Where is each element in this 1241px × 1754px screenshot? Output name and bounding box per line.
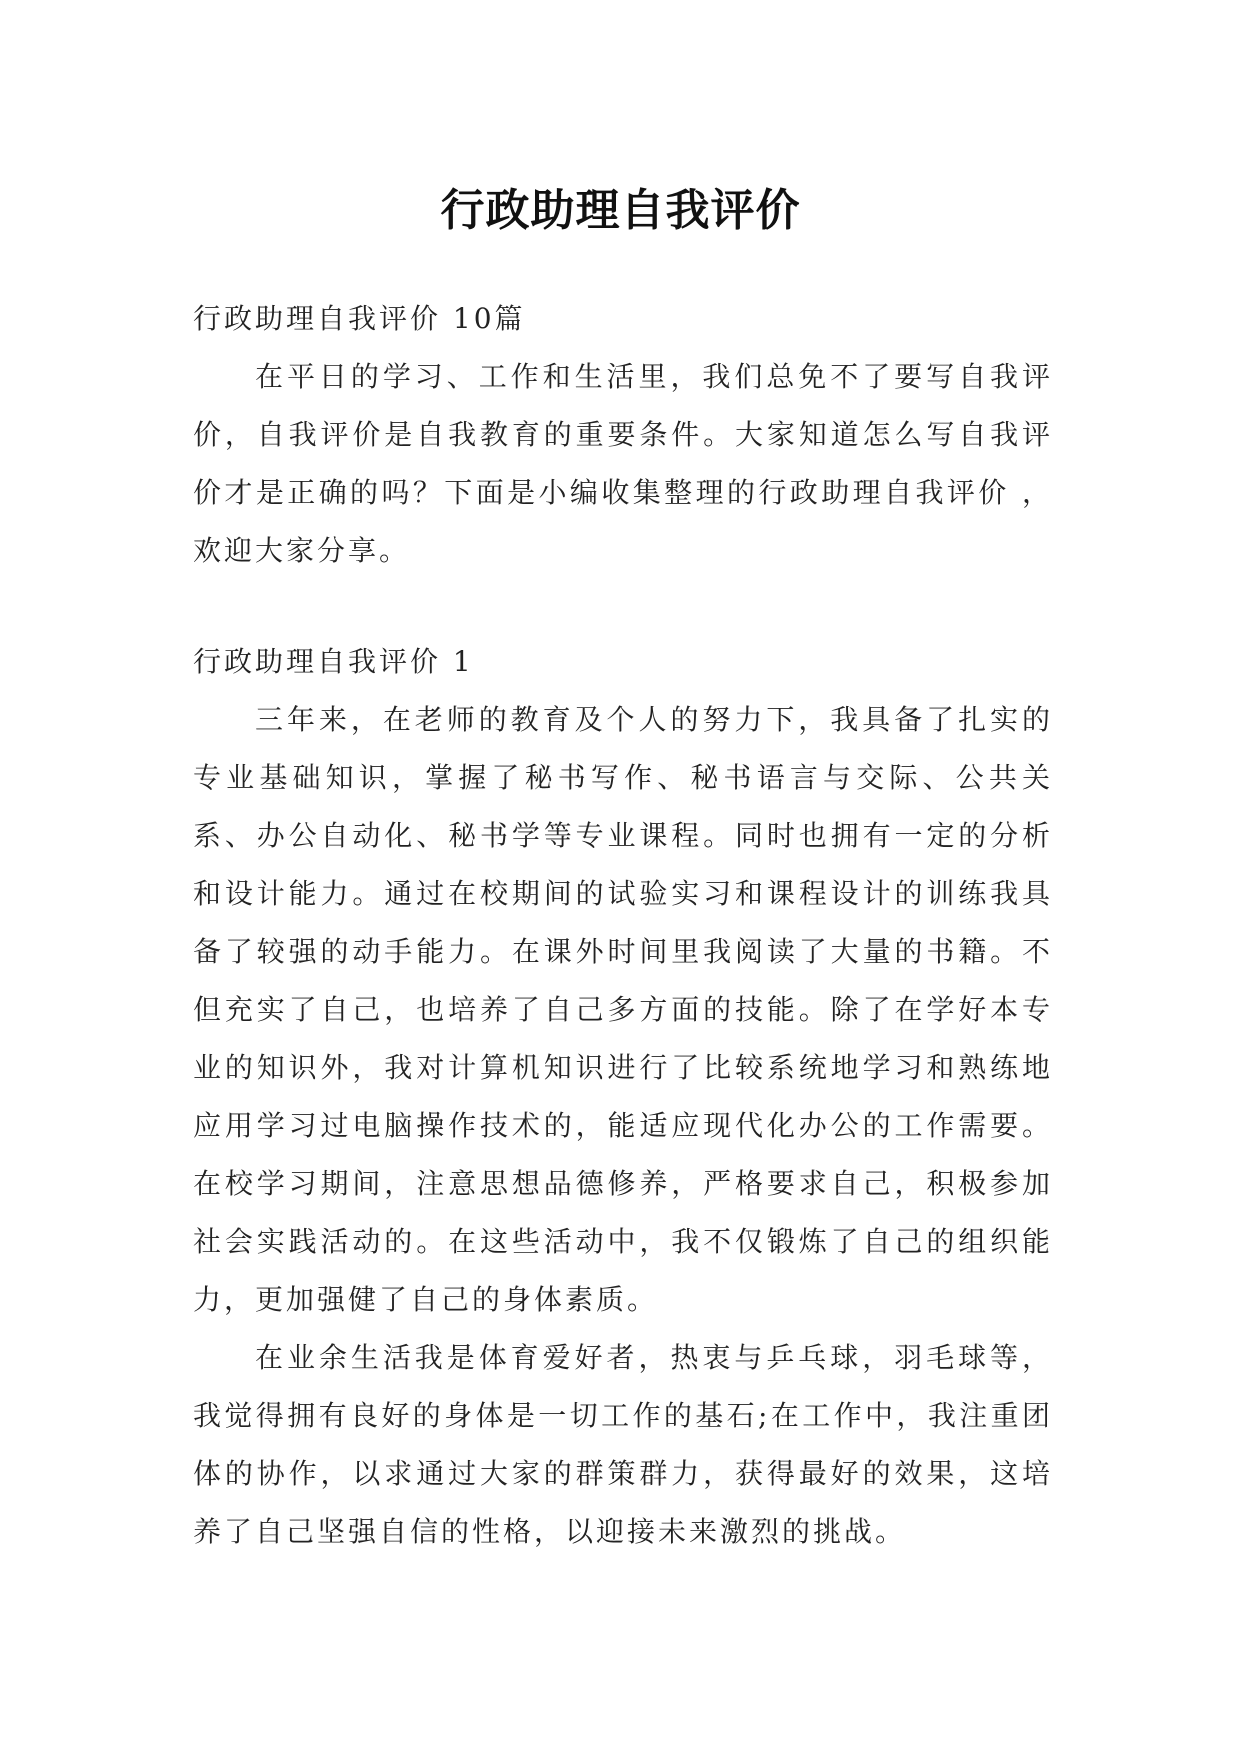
intro-heading: 行政助理自我评价 10篇 <box>193 302 526 335</box>
section-1-paragraph: 三年来，在老师的教育及个人的努力下，我具备了扎实的专业基础知识，掌握了秘书写作、秘书语言与交际、公共关系、办公自动化、秘书学等专业课程。同时也拥有一定的分析和设计能力。通过在校期间的试验实习和课程设计的训练我具备了较强的动手能力。在课外时间里我阅读了大量的书籍。不但充实了自己，也培养了自己多方面的技能。除了在学好本专业的知识外，我对计算机知识进行了比较系统地学习和熟练地应用学习过电脑操作技术的，能适应现代化办公的工作需要。在校学习期间，注意思想品德修养，严格要求自己，积极参加社会实践活动的。在这些活动中，我不仅锻炼了自己的组织能力，更加强健了自己的身体素质。 <box>193 703 1053 1316</box>
section-1 <box>193 633 1053 1561</box>
section-1-heading: 行政助理自我评价 1 <box>193 645 474 678</box>
document-title: 行政助理自我评价 <box>440 185 801 237</box>
section-1-paragraph: 在业余生活我是体育爱好者，热衷与乒乓球，羽毛球等，我觉得拥有良好的身体是一切工作的基石;在工作中，我注重团体的协作，以求通过大家的群策群力，获得最好的效果，这培养了自己坚强自信的性格，以迎接未来激烈的挑战。 <box>193 1341 1053 1548</box>
intro-paragraph: 在平日的学习、工作和生活里，我们总免不了要写自我评价，自我评价是自我教育的重要条件。大家知道怎么写自我评价才是正确的吗？下面是小编收集整理的行政助理自我评价 ，欢迎大家分享。 <box>193 360 1053 567</box>
intro-section <box>193 290 1053 580</box>
